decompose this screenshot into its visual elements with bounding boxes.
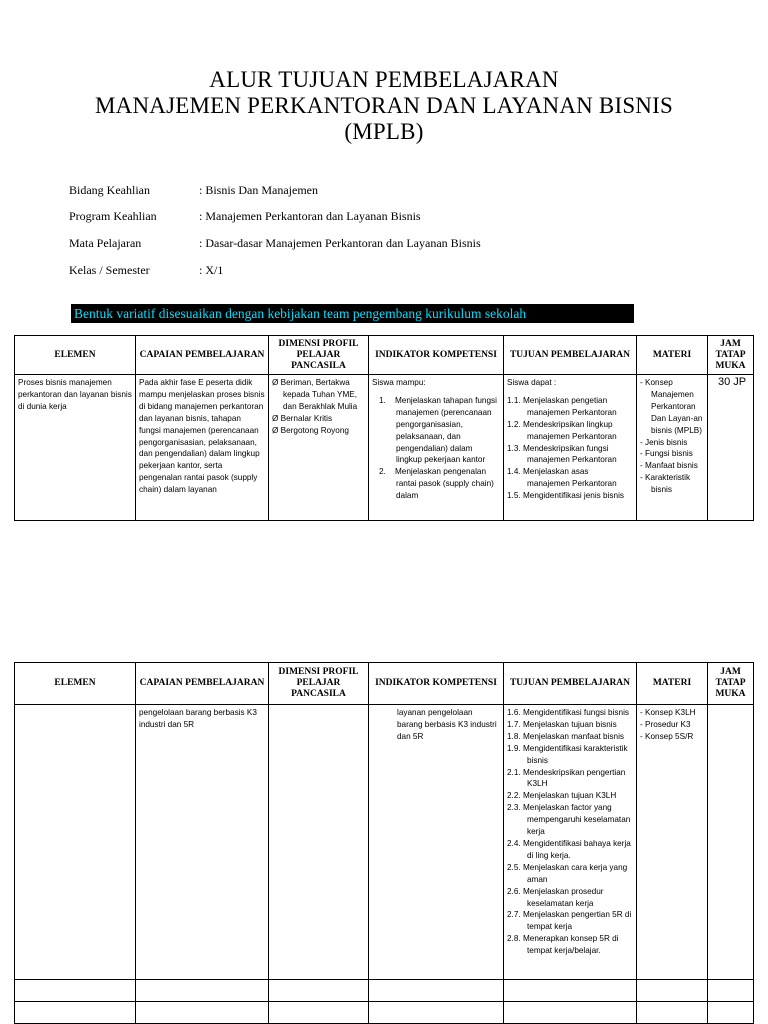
item-number: 2.2.: [507, 791, 521, 801]
item-text: Menjelaskan pengertian 5R di tempat kerja: [522, 910, 632, 932]
tujuan-item: [507, 707, 633, 719]
item-text: Menjelaskan tujuan bisnis: [522, 719, 617, 729]
materi-item: - Prosedur K3: [640, 719, 704, 731]
item-text: Menjelaskan factor yang mempengaruhi keselamatan kerja: [522, 803, 631, 837]
info-value: : Dasar-dasar Manajemen Perkantoran dan Layanan Bisnis: [199, 236, 481, 250]
tujuan-item: [507, 933, 633, 957]
info-value: : Manajemen Perkantoran dan Layanan Bisnis: [199, 209, 421, 223]
materi-item: - Fungsi bisnis: [640, 448, 704, 460]
info-bidang-keahlian: [69, 183, 318, 198]
tujuan-item: [507, 719, 633, 731]
item-number: 2.: [379, 467, 386, 477]
materi-item: - Jenis bisnis: [640, 437, 704, 449]
alur-table-page-2: [14, 662, 754, 1024]
item-text: Mengidentifikasi karakteristik bisnis: [522, 743, 628, 765]
info-kelas-semester: [69, 263, 223, 278]
item-number: 2.3.: [507, 803, 521, 813]
tujuan-item: [507, 862, 633, 886]
elemen-cell: [15, 705, 135, 709]
header-capaian: CAPAIAN PEMBELAJARAN: [136, 336, 269, 375]
materi-item: - Konsep 5S/R: [640, 731, 704, 743]
header-elemen: ELEMEN: [15, 336, 136, 375]
item-number: 2.6.: [507, 886, 521, 896]
item-text: Menjelaskan pengenalan rantai pasok (supply chain) dalam: [394, 467, 494, 501]
table-header-row: [15, 663, 754, 705]
item-text: Menjelaskan pengetian manajemen Perkantoran: [522, 395, 617, 417]
item-text: Mendeskripsikan pengertian K3LH: [522, 767, 626, 789]
item-number: 1.9.: [507, 743, 521, 753]
tujuan-item: [507, 790, 633, 802]
tujuan-item: [507, 731, 633, 743]
header-tujuan: TUJUAN PEMBELAJARAN: [504, 663, 637, 705]
jam-cell: 30 JP: [718, 376, 747, 388]
materi-item: - Manfaat bisnis: [640, 460, 704, 472]
item-number: 1.2.: [507, 419, 521, 429]
tujuan-item: [507, 767, 633, 791]
dimensi-cell: [269, 375, 368, 519]
title-line-1: ALUR TUJUAN PEMBELAJARAN: [209, 67, 559, 92]
tujuan-item: [507, 909, 633, 933]
item-text: Menjelaskan prosedur keselamatan kerja: [522, 886, 604, 908]
table-row: [15, 375, 754, 521]
materi-cell: [637, 375, 707, 519]
item-text: Menjelaskan tahapan fungsi manajemen (perencanaan pengorganisasian, pelaksanaan, dan pengendalian) dalam lingkup pekerjaan kantor: [394, 395, 497, 465]
info-value: : X/1: [199, 263, 224, 277]
tujuan-item: [507, 395, 633, 419]
item-number: 2.7.: [507, 910, 521, 920]
header-indikator: INDIKATOR KOMPETENSI: [369, 663, 504, 705]
table-row: [15, 1002, 754, 1024]
item-text: Menjelaskan cara kerja yang aman: [522, 862, 628, 884]
tujuan-item: [507, 443, 633, 467]
tujuan-cell: [504, 705, 636, 959]
materi-item: - Karakteristik bisnis: [640, 472, 704, 496]
indikator-item: [372, 466, 500, 502]
item-number: 1.1.: [507, 395, 521, 405]
item-number: 1.5.: [507, 491, 521, 501]
dimensi-item: Ø Beriman, Bertakwa kepada Tuhan YME, dan Berakhlak Mulia: [272, 377, 365, 413]
tujuan-item: [507, 838, 633, 862]
alur-table-page-1: [14, 335, 754, 521]
indikator-cell: layanan pengelolaan barang berbasis K3 industri dan 5R: [397, 708, 497, 741]
title-line-3: (MPLB): [344, 119, 424, 144]
materi-item: - Konsep K3LH: [640, 707, 704, 719]
header-materi: MATERI: [637, 663, 708, 705]
info-value: : Bisnis Dan Manajemen: [199, 183, 318, 197]
item-text: Menjelaskan asas manajemen Perkantoran: [522, 467, 617, 489]
header-capaian: CAPAIAN PEMBELAJARAN: [136, 663, 269, 705]
tujuan-item: [507, 419, 633, 443]
item-number: 2.4.: [507, 838, 521, 848]
indikator-item: [372, 395, 500, 466]
elemen-cell: Proses bisnis manajemen perkantoran dan layanan bisnis di dunia kerja: [18, 378, 132, 411]
item-number: 2.8.: [507, 934, 521, 944]
tujuan-item: [507, 466, 633, 490]
jam-cell: [708, 705, 753, 709]
table-header-row: [15, 336, 754, 375]
tujuan-item: [507, 802, 633, 838]
info-label: Bidang Keahlian: [69, 183, 150, 197]
info-label: Kelas / Semester: [69, 263, 150, 277]
dimensi-item: Ø Bergotong Royong: [272, 425, 365, 437]
info-label: Program Keahlian: [69, 209, 157, 223]
item-number: 1.6.: [507, 708, 521, 717]
item-text: Mengidentifikasi bahaya kerja di ling kerja.: [522, 838, 631, 860]
indikator-intro: Siswa mampu:: [372, 378, 426, 387]
info-label: Mata Pelajaran: [69, 236, 142, 250]
item-text: Mengidentifikasi fungsi bisnis: [522, 708, 629, 717]
dimensi-item: Ø Bernalar Kritis: [272, 413, 365, 425]
indikator-cell: [369, 375, 503, 519]
header-tujuan: TUJUAN PEMBELAJARAN: [504, 336, 637, 375]
capaian-cell: pengelolaan barang berbasis K3 industri dan 5R: [139, 708, 257, 729]
item-text: Mengidentifikasi jenis bisnis: [522, 491, 624, 501]
highlight-banner: Bentuk variatif disesuaikan dengan kebijakan team pengembang kurikulum sekolah: [71, 304, 634, 323]
item-text: Mendeskripsikan fungsi manajemen Perkantoran: [522, 443, 617, 465]
item-number: 1.3.: [507, 443, 521, 453]
tujuan-cell: [504, 375, 636, 519]
tujuan-item: [507, 886, 633, 910]
materi-item: - Konsep Manajemen Perkantoran Dan Layan-an bisnis (MPLB): [640, 377, 704, 437]
tujuan-item: [507, 490, 633, 502]
document-title: [0, 67, 768, 145]
item-text: Menjelaskan manfaat bisnis: [522, 731, 624, 741]
header-elemen: ELEMEN: [15, 663, 136, 705]
item-number: 2.5.: [507, 862, 521, 872]
dimensi-cell: [269, 705, 368, 709]
title-line-2: MANAJEMEN PERKANTORAN DAN LAYANAN BISNIS: [95, 93, 673, 118]
item-number: 1.7.: [507, 719, 521, 729]
item-number: 1.: [379, 395, 386, 405]
tujuan-item: [507, 743, 633, 767]
capaian-cell: Pada akhir fase E peserta didik mampu menjelaskan proses bisnis di bidang manajemen perkantoran dan layanan bisnis, tahapan fungsi manajemen (perencanaan pengorganisasian, pelaksanaan, dan pengendalian) dalam lingkup pekerjaan kantor, serta pengenalan rantai pasok (supply chain) dalam layanan: [139, 378, 265, 495]
table-row: [15, 705, 754, 980]
info-mata-pelajaran: [69, 236, 481, 251]
item-number: 2.1.: [507, 767, 521, 777]
item-number: 1.8.: [507, 731, 521, 741]
table-row: [15, 980, 754, 1002]
header-materi: MATERI: [637, 336, 708, 375]
item-text: Menerapkan konsep 5R di tempat kerja/belajar.: [522, 934, 619, 956]
header-dimensi: DIMENSI PROFIL PELAJAR PANCASILA: [269, 663, 369, 705]
item-text: Mendeskripsikan lingkup manajemen Perkantoran: [522, 419, 617, 441]
header-jam: JAM TATAP MUKA: [708, 663, 754, 705]
info-program-keahlian: [69, 209, 421, 224]
item-text: Menjelaskan tujuan K3LH: [522, 791, 617, 801]
header-jam: JAM TATAP MUKA: [708, 336, 754, 375]
header-dimensi: DIMENSI PROFIL PELAJAR PANCASILA: [269, 336, 369, 375]
header-indikator: INDIKATOR KOMPETENSI: [369, 336, 504, 375]
item-number: 1.4.: [507, 467, 521, 477]
tujuan-intro: Siswa dapat :: [507, 378, 557, 387]
materi-cell: [637, 705, 707, 745]
